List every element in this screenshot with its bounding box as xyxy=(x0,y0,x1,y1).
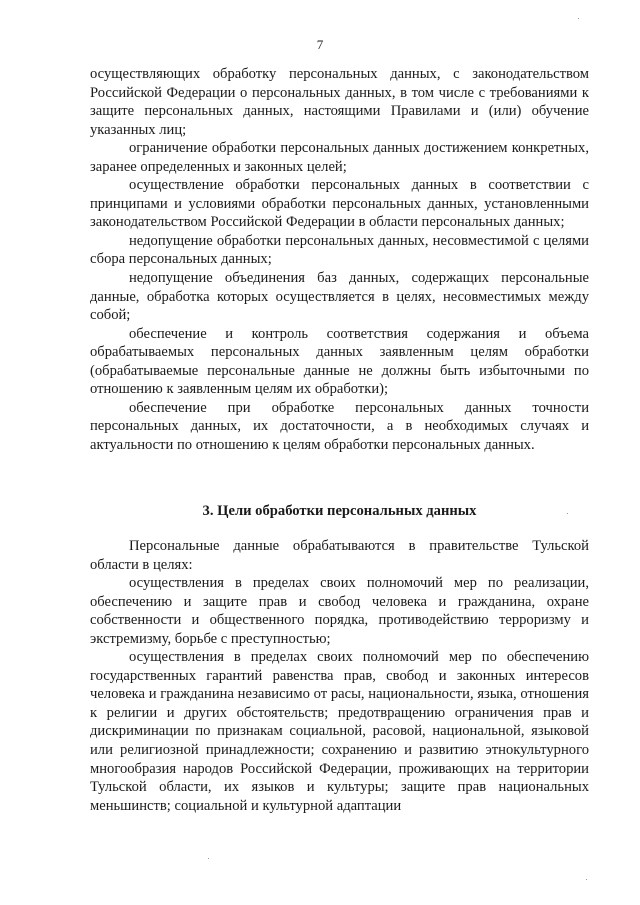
body-text-upper xyxy=(90,65,589,454)
paragraph: обеспечение и контроль соответствия содержания и объема обрабатываемых персональных данных заявленным целям обработки (обрабатываемые персональные данные не должны быть избыточными по отношению к заявленным целям их обработки); xyxy=(90,325,589,398)
body-text-lower xyxy=(90,537,589,815)
paragraph: осуществления в пределах своих полномочий мер по обеспечению государственных гарантий равенства прав, свобод и законных интересов человека и гражданина независимо от расы, национальности, языка, отношения к религии и других обстоятельств; предотвращению ограничения прав и дискриминации по признакам социальной, расовой, национальной, языковой или религиозной принадлежности; сохранению и развитию этнокультурного многообразия народов Российской Федерации, проживающих на территории Тульской области, их языков и культуры; защите прав национальных меньшинств; социальной и культурной адаптации xyxy=(90,649,589,814)
page-number: 7 xyxy=(316,37,324,52)
paragraph: ограничение обработки персональных данных достижением конкретных, заранее определенных и законных целей; xyxy=(90,140,589,175)
paragraph: Персональные данные обрабатываются в правительстве Тульской области в целях: xyxy=(90,538,589,573)
scan-speck xyxy=(586,879,587,880)
paragraph: осуществление обработки персональных данных в соответствии с принципами и условиями обработки персональных данных, установленными законодательством Российской Федерации в области персональных данных; xyxy=(90,177,589,231)
paragraph: осуществления в пределах своих полномочий мер по реализации, обеспечению и защите прав и свобод человека и гражданина, охране собственности и общественного порядка, противодействию терроризму и экстремизму, борьбе с преступностью; xyxy=(90,575,589,647)
paragraph: обеспечение при обработке персональных данных точности персональных данных, их достаточности, а в необходимых случаях и актуальности по отношению к целям обработки персональных данных. xyxy=(90,399,589,453)
scan-speck xyxy=(208,858,209,859)
paragraph: недопущение обработки персональных данных, несовместимой с целями сбора персональных данных; xyxy=(90,232,589,268)
paragraph-continuation: осуществляющих обработку персональных данных, с законодательством Российской Федерации о персональных данных, в том числе с требованиями к защите персональных данных, настоящими Правилами и (или) обучение указанных лиц; xyxy=(90,66,589,138)
scan-speck xyxy=(578,18,579,19)
section-heading: 3. Цели обработки персональных данных xyxy=(202,503,477,519)
paragraph: недопущение объединения баз данных, содержащих персональные данные, обработка которых осуществляется в целях, несовместимых между собой; xyxy=(90,270,589,324)
scan-speck xyxy=(567,513,568,514)
